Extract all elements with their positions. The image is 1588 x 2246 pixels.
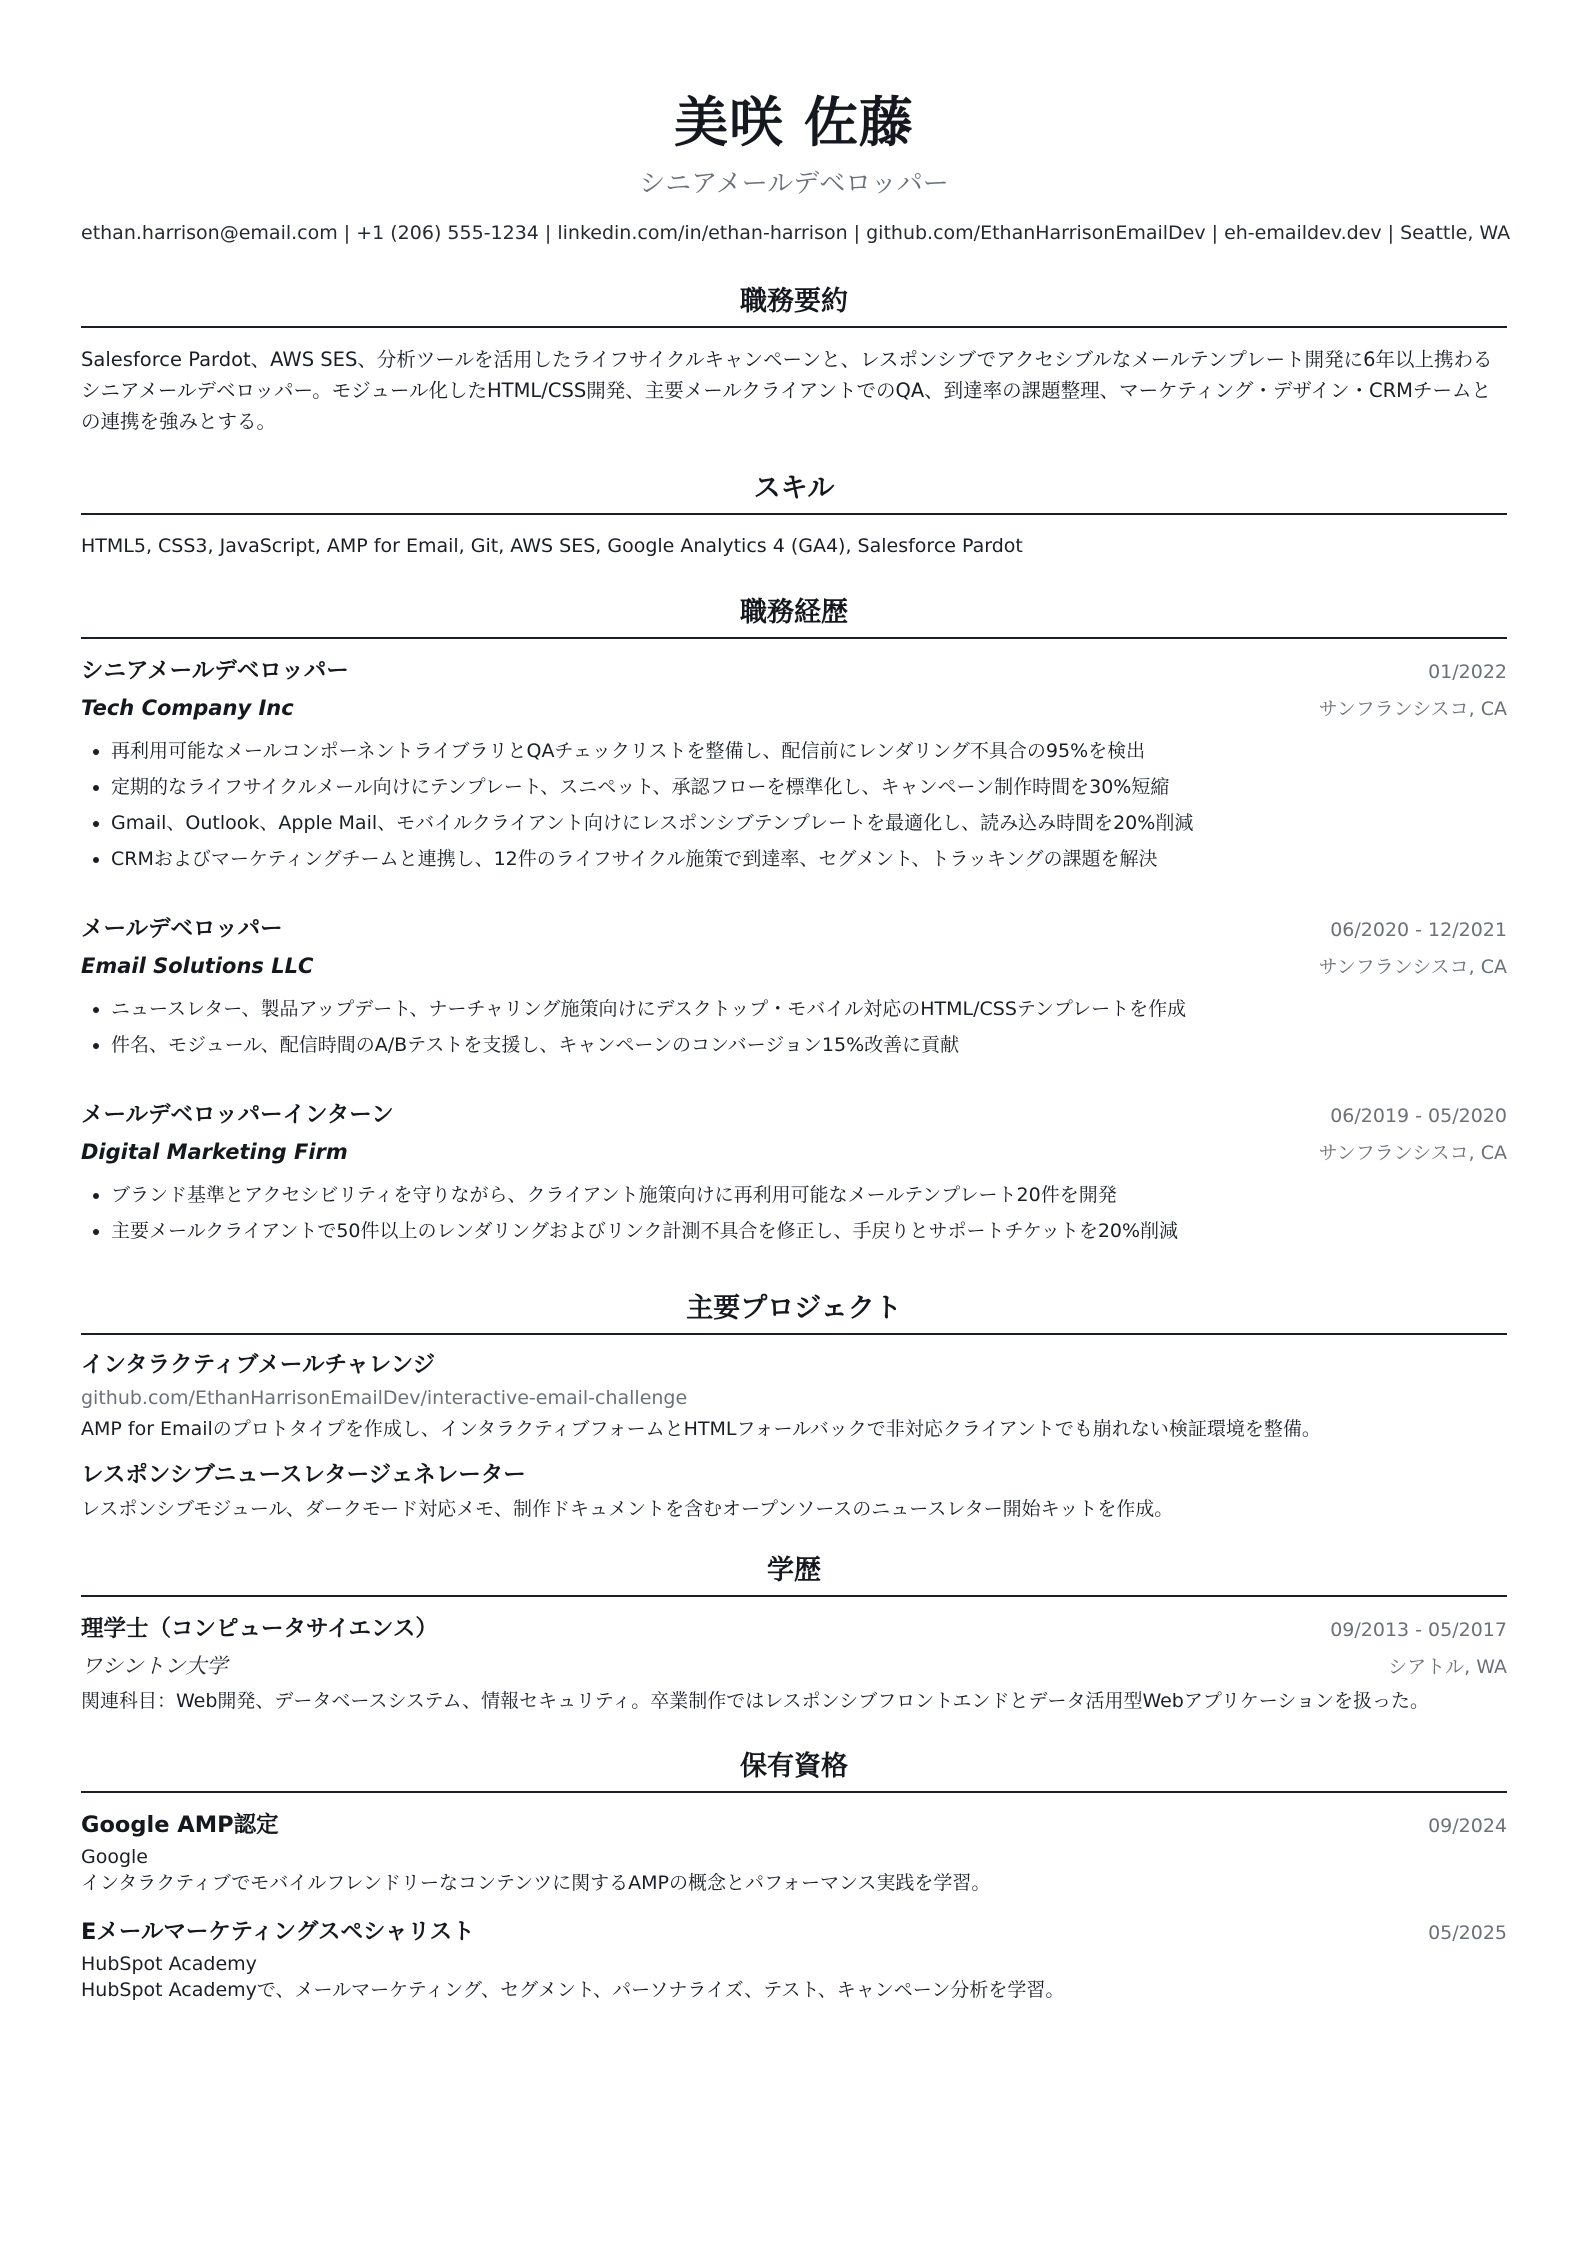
cert-title: Eメールマーケティングスペシャリスト bbox=[81, 1919, 475, 1945]
job-bullets bbox=[81, 1177, 1507, 1249]
bullet-item: ブランド基準とアクセシビリティを守りながら、クライアント施策向けに再利用可能なメールテンプレート20件を開発 bbox=[93, 1177, 1507, 1213]
skills-list: HTML5, CSS3, JavaScript, AMP for Email, Git, AWS SES, Google Analytics 4 (GA4), Salesforce Pardot bbox=[81, 535, 1023, 557]
education-section bbox=[81, 1551, 1507, 1717]
cert-date: 05/2025 bbox=[1428, 1922, 1507, 1944]
job-location: サンフランシスコ, CA bbox=[1318, 698, 1507, 720]
project-description: レスポンシブモジュール、ダークモード対応メモ、制作ドキュメントを含むオープンソースのニュースレター開始キットを作成。 bbox=[81, 1498, 1174, 1520]
education-location: シアトル, WA bbox=[1388, 1656, 1507, 1678]
job-location: サンフランシスコ, CA bbox=[1318, 956, 1507, 978]
education-date: 09/2013 - 05/2017 bbox=[1330, 1619, 1507, 1641]
job-bullets bbox=[81, 733, 1507, 877]
job-date: 01/2022 bbox=[1428, 661, 1507, 683]
cert-date: 09/2024 bbox=[1428, 1815, 1507, 1837]
project-title: インタラクティブメールチャレンジ bbox=[81, 1352, 436, 1378]
section-heading: 職務経歴 bbox=[81, 593, 1507, 639]
job-date: 06/2019 - 05/2020 bbox=[1330, 1105, 1507, 1127]
job-date: 06/2020 - 12/2021 bbox=[1330, 919, 1507, 941]
cert-issuer: HubSpot Academy bbox=[81, 1953, 257, 1975]
summary-text: Salesforce Pardot、AWS SES、分析ツールを活用したライフサイクルキャンペーンと、レスポンシブでアクセシブルなメールテンプレート開発に6年以上携わるシニアメールデベロッパー。モジュール化したHTML/CSS開発、主要メールクライアントでのQA、到達率の課題整理、マーケティング・デザイン・CRMチームとの連携を強みとする。 bbox=[81, 348, 1493, 433]
bullet-item: 主要メールクライアントで50件以上のレンダリングおよびリンク計測不具合を修正し、手戻りとサポートチケットを20%削減 bbox=[93, 1213, 1507, 1249]
candidate-title: シニアメールデベロッパー bbox=[639, 169, 949, 199]
cert-title: Google AMP認定 bbox=[81, 1812, 279, 1838]
section-heading: スキル bbox=[81, 469, 1507, 515]
bullet-item: 再利用可能なメールコンポーネントライブラリとQAチェックリストを整備し、配信前にレンダリング不具合の95%を検出 bbox=[93, 733, 1507, 769]
job-bullets bbox=[81, 991, 1507, 1063]
education-school: ワシントン大学 bbox=[81, 1654, 228, 1678]
project-link[interactable]: github.com/EthanHarrisonEmailDev/interactive-email-challenge bbox=[81, 1387, 688, 1409]
bullet-item: CRMおよびマーケティングチームと連携し、12件のライフサイクル施策で到達率、セグメント、トラッキングの課題を解決 bbox=[93, 841, 1507, 877]
education-description: 関連科目：Web開発、データベースシステム、情報セキュリティ。卒業制作ではレスポンシブフロントエンドとデータ活用型Webアプリケーションを扱った。 bbox=[81, 1690, 1429, 1712]
section-heading: 保有資格 bbox=[81, 1747, 1507, 1793]
job-role: メールデベロッパーインターン bbox=[81, 1102, 394, 1128]
job-company: Email Solutions LLC bbox=[81, 954, 314, 978]
job-company: Tech Company Inc bbox=[81, 696, 294, 720]
bullet-item: ニュースレター、製品アップデート、ナーチャリング施策向けにデスクトップ・モバイル対応のHTML/CSSテンプレートを作成 bbox=[93, 991, 1507, 1027]
bullet-item: 定期的なライフサイクルメール向けにテンプレート、スニペット、承認フローを標準化し、キャンペーン制作時間を30%短縮 bbox=[93, 769, 1507, 805]
cert-description: インタラクティブでモバイルフレンドリーなコンテンツに関するAMPの概念とパフォーマンス実践を学習。 bbox=[81, 1872, 991, 1894]
section-heading: 職務要約 bbox=[81, 282, 1507, 328]
job-location: サンフランシスコ, CA bbox=[1318, 1142, 1507, 1164]
projects-section bbox=[81, 1289, 1507, 1525]
project-description: AMP for Emailのプロトタイプを作成し、インタラクティブフォームとHTMLフォールバックで非対応クライアントでも崩れない検証環境を整備。 bbox=[81, 1418, 1321, 1440]
job-company: Digital Marketing Firm bbox=[81, 1140, 348, 1164]
certifications-section bbox=[81, 1747, 1507, 2003]
cert-description: HubSpot Academyで、メールマーケティング、セグメント、パーソナライズ、テスト、キャンペーン分析を学習。 bbox=[81, 1979, 1065, 2001]
experience-section bbox=[81, 593, 1507, 1249]
contact-line: ethan.harrison@email.com | +1 (206) 555-1234 | linkedin.com/in/ethan-harrison | github.com/EthanHarrisonEmailDev | eh-emaildev.dev | Seattle, WA bbox=[81, 222, 1511, 244]
project-title: レスポンシブニュースレタージェネレーター bbox=[81, 1462, 526, 1488]
resume-header bbox=[81, 84, 1511, 248]
project-entry bbox=[81, 1347, 1507, 1445]
skills-section bbox=[81, 469, 1507, 561]
cert-entry bbox=[81, 1914, 1507, 2003]
job-role: メールデベロッパー bbox=[81, 916, 283, 942]
job-entry bbox=[81, 653, 1507, 877]
project-entry bbox=[81, 1457, 1507, 1525]
summary-section bbox=[81, 282, 1507, 437]
job-role: シニアメールデベロッパー bbox=[81, 658, 349, 684]
bullet-item: 件名、モジュール、配信時間のA/Bテストを支援し、キャンペーンのコンバージョン15%改善に貢献 bbox=[93, 1027, 1507, 1063]
cert-entry bbox=[81, 1807, 1507, 1896]
section-heading: 学歴 bbox=[81, 1551, 1507, 1597]
education-degree: 理学士（コンピュータサイエンス） bbox=[81, 1616, 438, 1642]
bullet-item: Gmail、Outlook、Apple Mail、モバイルクライアント向けにレスポンシブテンプレートを最適化し、読み込み時間を20%削減 bbox=[93, 805, 1507, 841]
candidate-name: 美咲 佐藤 bbox=[674, 90, 914, 154]
cert-issuer: Google bbox=[81, 1846, 149, 1868]
job-entry bbox=[81, 911, 1507, 1063]
section-heading: 主要プロジェクト bbox=[81, 1289, 1507, 1335]
job-entry bbox=[81, 1097, 1507, 1249]
